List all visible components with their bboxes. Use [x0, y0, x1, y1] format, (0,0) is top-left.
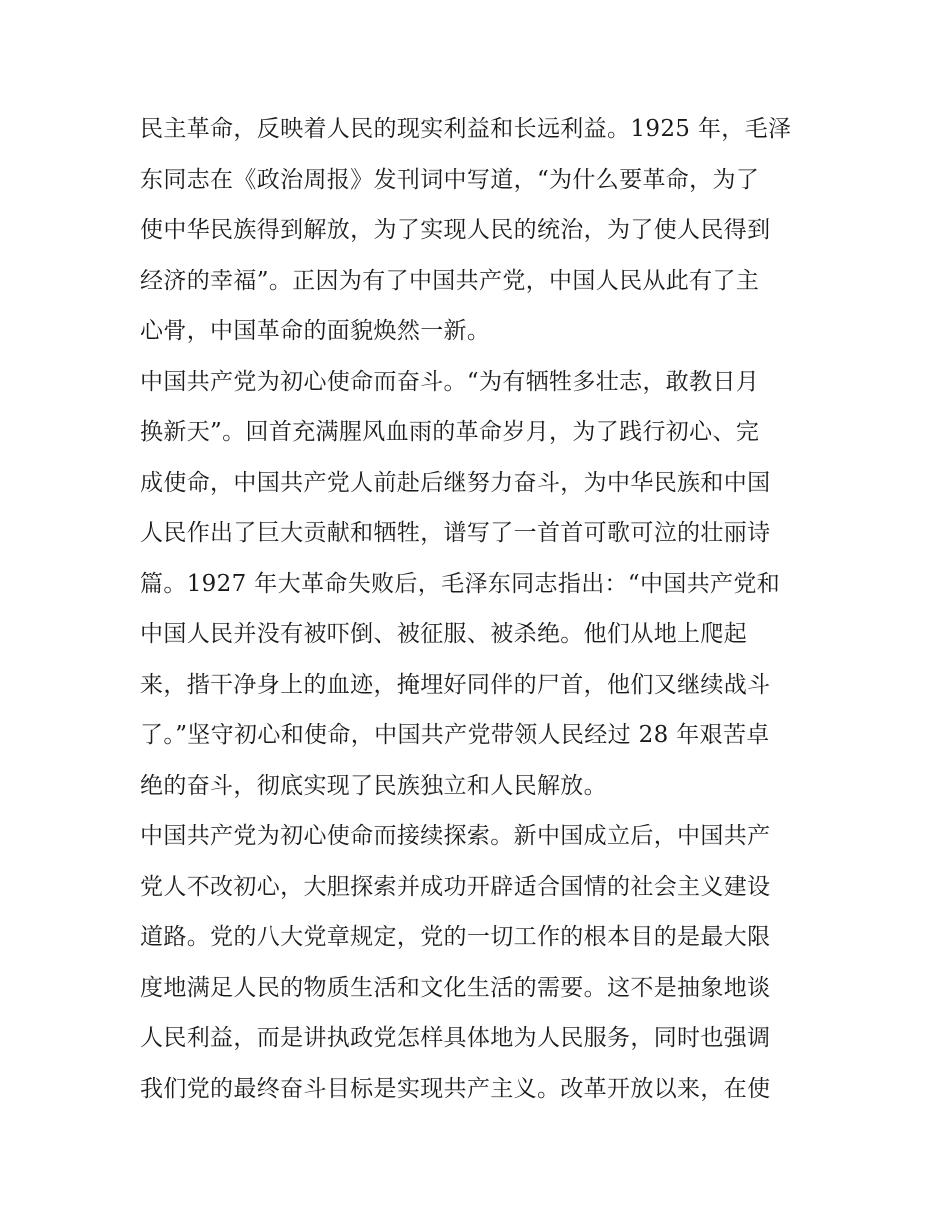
text-line: 中国人民并没有被吓倒、被征服、被杀绝。他们从地上爬起: [140, 621, 748, 647]
text-line: 民主革命，反映着人民的现实利益和长远利益。1925 年，毛泽: [140, 116, 792, 142]
text-line: 使中华民族得到解放，为了实现人民的统治，为了使人民得到: [140, 217, 771, 243]
document-page: [140, 104, 820, 1114]
text-line: 道路。党的八大党章规定，党的一切工作的根本目的是最大限: [140, 924, 771, 950]
text-line: 人民利益，而是讲执政党怎样具体地为人民服务，同时也强调: [140, 1025, 771, 1051]
text-line: 心骨，中国革命的面貌焕然一新。: [140, 318, 491, 344]
text-line: 经济的幸福”。正因为有了中国共产党，中国人民从此有了主: [140, 267, 760, 294]
text-line: 换新天”。回首充满腥风血雨的革命岁月，为了践行初心、完: [140, 419, 760, 445]
text-line: 我们党的最终奋斗目标是实现共产主义。改革开放以来，在使: [140, 1075, 771, 1102]
paragraph-2: [140, 357, 820, 812]
text-line: 篇。1927 年大革命失败后，毛泽东同志指出：“中国共产党和: [140, 570, 781, 597]
text-line: 成使命，中国共产党人前赴后继努力奋斗，为中华民族和中国: [140, 469, 771, 496]
text-line: 绝的奋斗，彻底实现了民族独立和人民解放。: [140, 772, 607, 799]
text-line: 党人不改初心，大胆探索并成功开辟适合国情的社会主义建设: [140, 873, 771, 900]
text-line: 度地满足人民的物质生活和文化生活的需要。这不是抽象地谈: [140, 974, 771, 1001]
text-line: 中国共产党为初心使命而奋斗。“为有牺牲多壮志，敢教日月: [140, 368, 760, 395]
paragraph-3: [140, 811, 820, 1114]
paragraph-1: [140, 104, 820, 357]
text-line: 中国共产党为初心使命而接续探索。新中国成立后，中国共产: [140, 823, 771, 849]
text-line: 来，揩干净身上的血迹，掩埋好同伴的尸首，他们又继续战斗: [140, 671, 771, 698]
text-line: 东同志在《政治周报》发刊词中写道，“为什么要革命，为了: [140, 166, 760, 193]
text-line: 人民作出了巨大贡献和牺牲，谱写了一首首可歌可泣的壮丽诗: [140, 520, 771, 546]
text-line: 了。”坚守初心和使命，中国共产党带领人民经过 28 年艰苦卓: [140, 722, 770, 748]
